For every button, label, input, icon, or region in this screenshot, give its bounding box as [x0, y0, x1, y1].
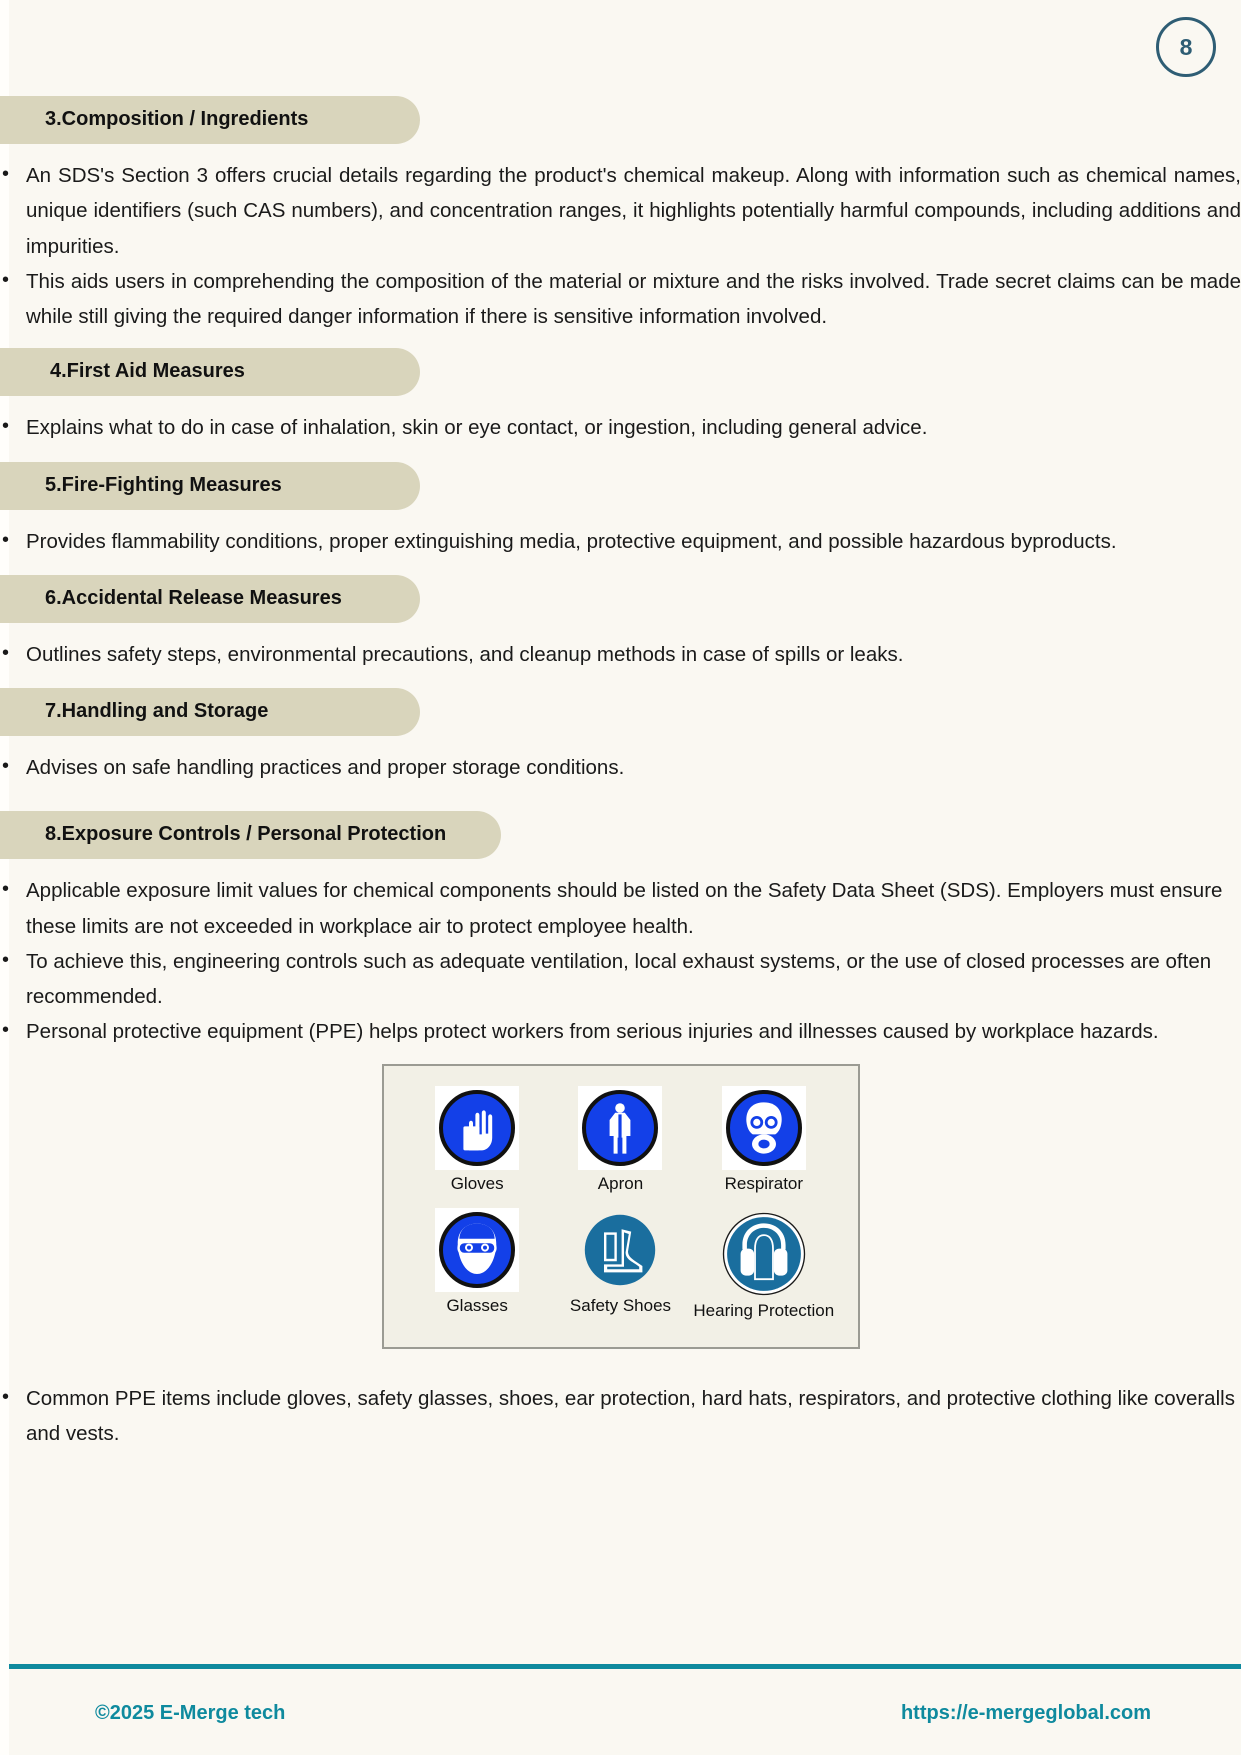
- list-item: • To achieve this, engineering controls such as adequate ventilation, local exhaust systems, or the use of closed processes are often recommended.: [0, 944, 1241, 1015]
- list-item: • Common PPE items include gloves, safety glasses, shoes, ear protection, hard hats, respirators, and protective clothing like coveralls and vests.: [0, 1381, 1241, 1452]
- bullet-list-ppe-summary: [0, 1381, 1241, 1452]
- hearing-protection-icon: [718, 1208, 810, 1300]
- ppe-row-top: [406, 1086, 836, 1194]
- footer-copyright: ©2025 E-Merge tech: [95, 1702, 286, 1724]
- list-item: • An SDS's Section 3 offers crucial details regarding the product's chemical makeup. Along with information such as chemical names, unique identifiers (such CAS numbers), and concentration ranges, it highlights potentially harmful compounds, including additions and impurities.: [0, 158, 1241, 264]
- section-heading-row-7: [0, 688, 1241, 736]
- section-heading-row-5: [0, 462, 1241, 510]
- section-heading-row-3: [0, 96, 1241, 144]
- bullet-list-first-aid: [0, 410, 1241, 445]
- section-heading-row-4: [0, 348, 1241, 396]
- section-heading-row-6: [0, 575, 1241, 623]
- section-heading-composition: 3.Composition / Ingredients: [0, 96, 420, 144]
- list-item: • This aids users in comprehending the composition of the material or mixture and the risks involved. Trade secret claims can be made while still giving the required danger information if there is sensitive information involved.: [0, 264, 1241, 335]
- list-item: • Advises on safe handling practices and proper storage conditions.: [0, 750, 1241, 785]
- ppe-label: Hearing Protection: [693, 1300, 835, 1320]
- ppe-figure-wrapper: [0, 1064, 1241, 1349]
- ppe-figure-box: [382, 1064, 860, 1349]
- list-item: • Explains what to do in case of inhalation, skin or eye contact, or ingestion, including general advice.: [0, 410, 1241, 445]
- ppe-label: Glasses: [446, 1295, 508, 1315]
- ppe-item-apron: [549, 1086, 692, 1194]
- footer-divider: [9, 1664, 1241, 1669]
- ppe-item-safety-shoes: [549, 1208, 692, 1316]
- ppe-item-gloves: [406, 1086, 549, 1194]
- bullet-list-fire-fighting: [0, 524, 1241, 559]
- apron-icon: [578, 1086, 662, 1170]
- list-item: • Personal protective equipment (PPE) helps protect workers from serious injuries and illnesses caused by workplace hazards.: [0, 1014, 1241, 1049]
- ppe-item-hearing-protection: [692, 1208, 835, 1321]
- ppe-item-respirator: [692, 1086, 835, 1194]
- list-item: • Provides flammability conditions, proper extinguishing media, protective equipment, and possible hazardous byproducts.: [0, 524, 1241, 559]
- section-heading-first-aid: 4.First Aid Measures: [0, 348, 420, 396]
- page-footer: [0, 1702, 1241, 1725]
- safety-shoes-icon: [578, 1208, 662, 1292]
- ppe-label: Gloves: [450, 1173, 504, 1193]
- ppe-label: Apron: [597, 1173, 644, 1193]
- ppe-row-bottom: [406, 1208, 836, 1321]
- bullet-list-accidental-release: [0, 637, 1241, 672]
- section-heading-exposure-controls: 8.Exposure Controls / Personal Protection: [0, 811, 501, 859]
- respirator-icon: [722, 1086, 806, 1170]
- ppe-label: Respirator: [724, 1173, 804, 1193]
- bullet-list-composition: [0, 158, 1241, 334]
- section-heading-accidental-release: 6.Accidental Release Measures: [0, 575, 420, 623]
- list-item: • Outlines safety steps, environmental precautions, and cleanup methods in case of spills or leaks.: [0, 637, 1241, 672]
- footer-url[interactable]: https://e-mergeglobal.com: [900, 1702, 1151, 1724]
- bullet-list-handling-storage: [0, 750, 1241, 785]
- page-number-badge: 8: [1156, 17, 1216, 77]
- section-heading-handling-storage: 7.Handling and Storage: [0, 688, 420, 736]
- ppe-item-glasses: [406, 1208, 549, 1316]
- section-heading-fire-fighting: 5.Fire-Fighting Measures: [0, 462, 420, 510]
- section-heading-row-8: [0, 811, 1241, 859]
- ppe-label: Safety Shoes: [569, 1295, 672, 1315]
- gloves-icon: [435, 1086, 519, 1170]
- safety-glasses-icon: [435, 1208, 519, 1292]
- bullet-list-exposure-controls: [0, 873, 1241, 1049]
- list-item: • Applicable exposure limit values for chemical components should be listed on the Safety Data Sheet (SDS). Employers must ensure these limits are not exceeded in workplace air to protect employee health.: [0, 873, 1241, 944]
